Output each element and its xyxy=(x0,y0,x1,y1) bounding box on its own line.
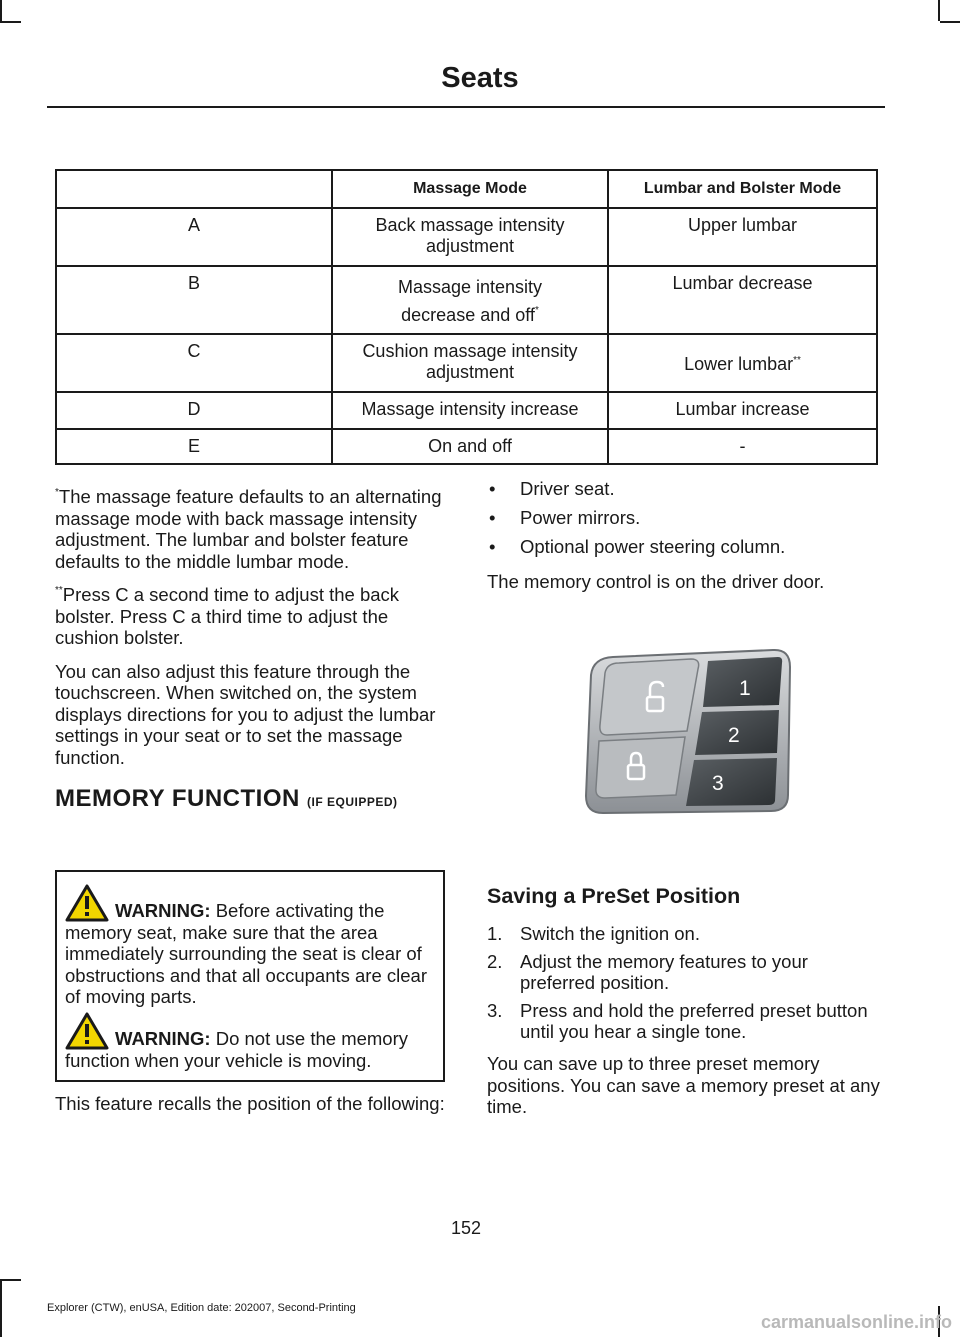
warning-triangle-icon xyxy=(65,884,109,922)
footnote-single: *The massage feature defaults to an alternating massage mode with back massage intensity adjustment. The lumbar and bolster feature defaults to the middle lumbar mode. xyxy=(55,486,442,572)
preset-button-label: 2 xyxy=(728,724,740,747)
table-row xyxy=(56,392,877,429)
table-cell-key: A xyxy=(56,208,332,266)
memory-control-paragraph: The memory control is on the driver door. xyxy=(487,571,825,592)
table-cell-key: B xyxy=(56,266,332,334)
warning-box xyxy=(55,870,445,1082)
warning-1: WARNING: Before activating the memory seat, make sure that the area immediately surrounding the seat is clear of obstructions and that all occupants are clear of moving parts. xyxy=(65,900,437,1008)
table-row xyxy=(56,429,877,464)
table-header-cell: Massage Mode xyxy=(332,170,608,208)
table-cell-key: D xyxy=(56,392,332,429)
list-item: 1. Switch the ignition on. xyxy=(487,923,700,944)
crop-mark xyxy=(0,1279,2,1337)
touchscreen-paragraph: You can also adjust this feature through the touchscreen. When switched on, the system displays directions for you to adjust the lumbar settings in your seat or to set the massage function. xyxy=(55,660,436,768)
table-cell-lumbar: - xyxy=(608,429,877,464)
page-title: Seats xyxy=(441,62,519,94)
watermark: carmanualsonline.info xyxy=(760,1312,952,1332)
steps-list xyxy=(487,923,887,1049)
table-cell-massage: Back massage intensity adjustment xyxy=(332,208,608,266)
crop-mark xyxy=(938,0,940,21)
table-cell-massage: Cushion massage intensity adjustment xyxy=(332,334,608,392)
crop-mark xyxy=(0,1279,21,1281)
right-column xyxy=(487,478,887,593)
preset-button-label: 1 xyxy=(739,677,751,700)
list-item: 3. Press and hold the preferred preset button until you hear a single tone. xyxy=(487,999,868,1042)
table-row xyxy=(56,266,877,334)
table-row xyxy=(56,208,877,266)
recall-list xyxy=(487,478,887,565)
table-cell-lumbar: Upper lumbar xyxy=(608,208,877,266)
recall-paragraph: This feature recalls the position of the following: xyxy=(55,1093,445,1114)
footer-text: Explorer (CTW), enUSA, Edition date: 202007, Second-Printing xyxy=(47,1302,356,1314)
warning-triangle-icon xyxy=(65,1012,109,1050)
table-row xyxy=(56,334,877,392)
massage-mode-table xyxy=(55,169,878,465)
preset-paragraph: You can save up to three preset memory positions. You can save a memory preset at any time. xyxy=(487,1053,880,1117)
subsection-heading: Saving a PreSet Position xyxy=(487,884,741,908)
list-item: 2. Adjust the memory features to your preferred position. xyxy=(487,950,808,993)
table-cell-massage: Massage intensity decrease and off* xyxy=(332,266,608,334)
section-heading: MEMORY FUNCTION (IF EQUIPPED) xyxy=(55,785,398,812)
crop-mark xyxy=(0,0,2,21)
crop-mark xyxy=(940,21,960,23)
table-header-cell xyxy=(56,170,332,208)
left-column xyxy=(55,486,447,814)
table-cell-key: C xyxy=(56,334,332,392)
list-item: • Driver seat. xyxy=(489,478,615,499)
header-divider xyxy=(47,106,885,108)
table-cell-key: E xyxy=(56,429,332,464)
table-header-cell: Lumbar and Bolster Mode xyxy=(608,170,877,208)
preset-button-label: 3 xyxy=(712,772,724,795)
table-header-row xyxy=(56,170,877,208)
table-cell-lumbar: Lumbar decrease xyxy=(608,266,877,334)
table-cell-massage: On and off xyxy=(332,429,608,464)
crop-mark xyxy=(0,21,21,23)
page-number: 152 xyxy=(450,1218,482,1238)
list-item: • Power mirrors. xyxy=(489,507,641,528)
memory-seat-switch-illustration xyxy=(583,645,793,815)
footnote-double: **Press C a second time to adjust the back bolster. Press C a third time to adjust the cushion bolster. xyxy=(55,584,400,648)
table-cell-lumbar: Lumbar increase xyxy=(608,392,877,429)
list-item: • Optional power steering column. xyxy=(489,536,786,557)
table-cell-massage: Massage intensity increase xyxy=(332,392,608,429)
warning-2: WARNING: Do not use the memory function when your vehicle is moving. xyxy=(65,1028,437,1071)
table-cell-lumbar: Lower lumbar** xyxy=(608,334,877,392)
